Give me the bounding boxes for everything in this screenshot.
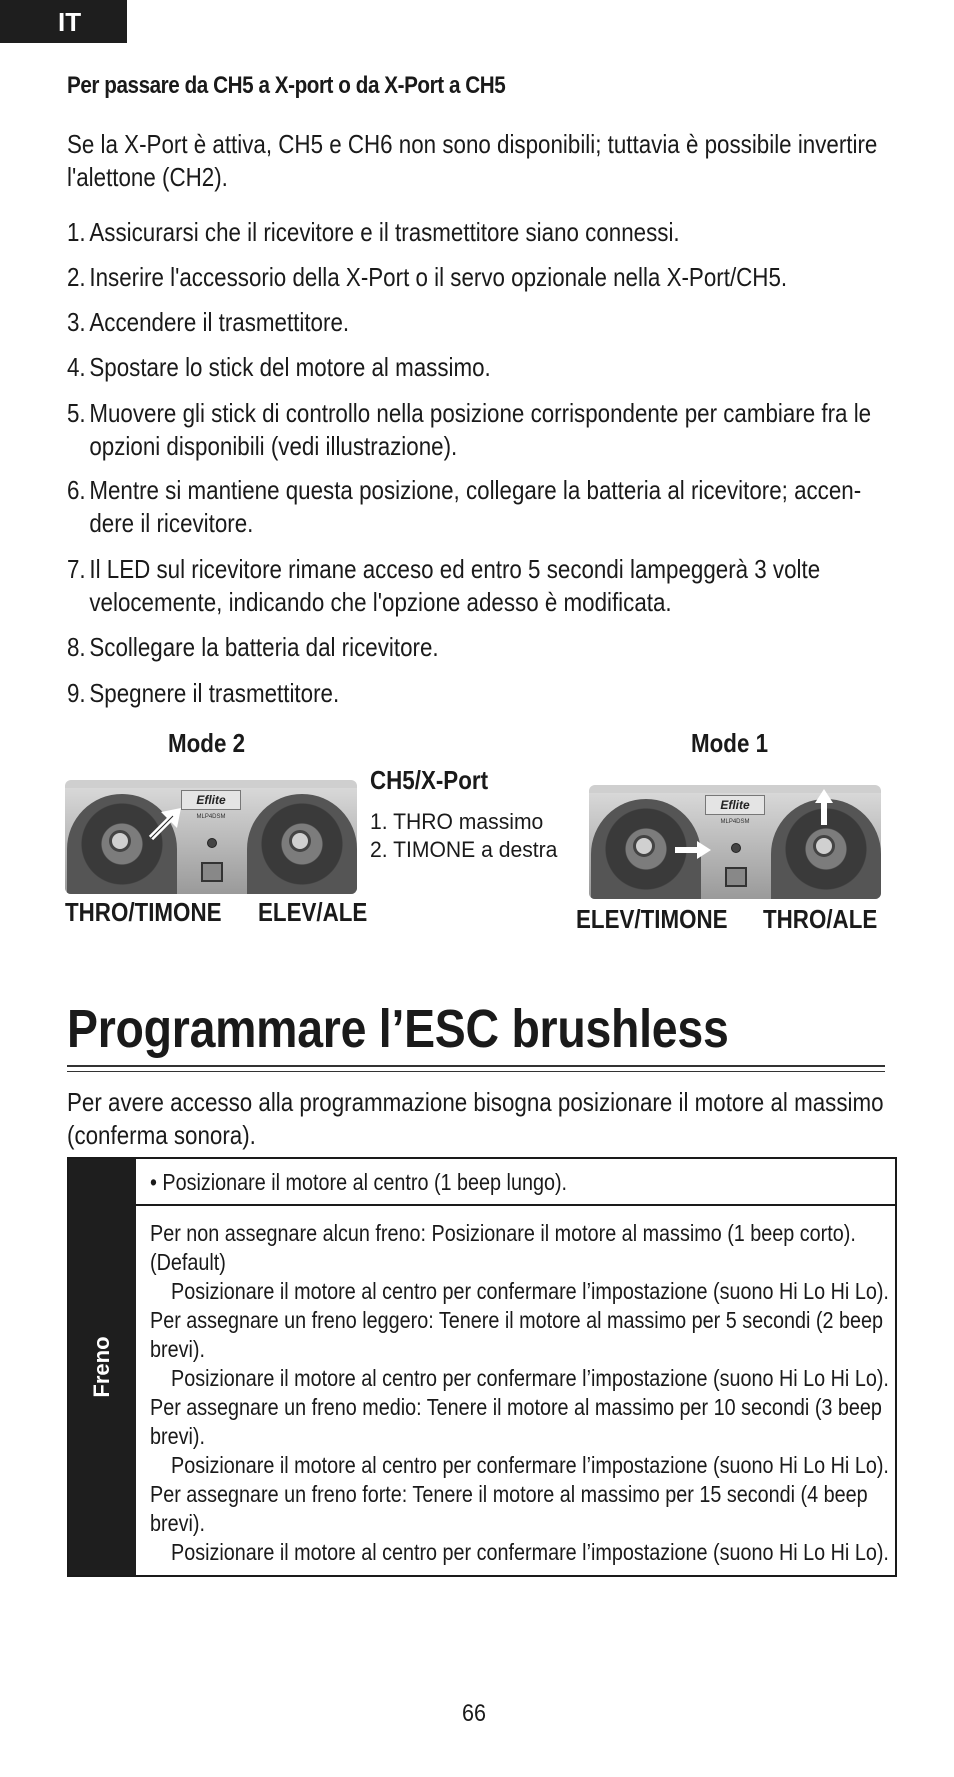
eflite-logo: Eflite [181,790,241,810]
step-number: 7. [67,554,86,584]
step-text: Accendere il trasmettitore. [89,307,350,337]
table-cell-text: Posizionare il motore al centro per confermare l’impostazione (suono Hi Lo Hi Lo). [171,1539,889,1565]
table-cell-text: Per assegnare un freno leggero: Tenere il motore al massimo per 5 secondi (2 beep [150,1307,884,1333]
step-number: 3. [67,307,86,337]
table-cell-text: Per assegnare un freno medio: Tenere il motore al massimo per 10 secondi (3 beep [150,1394,882,1420]
access-paragraph [67,1086,884,1152]
step-number: 9. [67,678,86,708]
step-number: 2. [67,262,86,292]
step-item [67,631,893,664]
step-number: 6. [67,475,86,505]
step-text: dere il ricevitore. [89,508,254,538]
access-line: Per avere accesso alla programmazione bisogna posizionare il motore al massimo [67,1087,884,1117]
table-cell-text: Posizionare il motore al centro per confermare l’impostazione (suono Hi Lo Hi Lo). [171,1278,889,1304]
step-text: Spostare lo stick del motore al massimo. [89,352,491,382]
table-cell-text: Per assegnare un freno forte: Tenere il motore al massimo per 15 secondi (4 beep [150,1481,868,1507]
table-cell-text: Per non assegnare alcun freno: Posizionare il motore al massimo (1 beep corto). [150,1220,856,1246]
arrow-up-right-icon [65,780,357,894]
ch5-step-1: 1. THRO massimo [370,809,544,834]
step-item [67,553,893,619]
step-item [67,474,893,540]
transmitter-mode1-image [589,785,881,899]
transmitter-mode2-image [65,780,357,894]
page-number: 66 [462,1700,487,1727]
step-text: Scollegare la batteria dal ricevitore. [89,632,439,662]
brake-label: Freno [89,1336,114,1398]
ch5-xport-title: CH5/X-Port [370,765,489,795]
mode1-right-caption: THRO/ALE [763,904,878,934]
arrow-icons [589,785,881,899]
title-rule [67,1071,885,1072]
mode1-label: Mode 1 [691,728,769,758]
model-plate: MLP4DSM [720,819,750,825]
table-side-bar [69,1159,136,1575]
step-text: velocemente, indicando che l'opzione adesso è modificata. [89,587,672,617]
step-item [67,306,893,339]
step-text: Mentre si mantiene questa posizione, collegare la batteria al ricevitore; accen- [89,475,862,505]
table-cell-text: Posizionare il motore al centro per confermare l’impostazione (suono Hi Lo Hi Lo). [171,1365,889,1391]
step-text: Muovere gli stick di controllo nella posizione corrispondente per cambiare fra le [89,398,872,428]
step-text: opzioni disponibili (vedi illustrazione). [89,431,458,461]
access-line: (conferma sonora). [67,1120,256,1150]
step-number: 1. [67,217,86,247]
step-item [67,216,893,249]
eflite-logo: Eflite [705,795,765,815]
step-item [67,351,893,384]
brake-table [67,1157,897,1577]
step-number: 8. [67,632,86,662]
table-row [136,1159,895,1206]
step-text: Assicurarsi che il ricevitore e il trasmettitore siano connessi. [89,217,680,247]
step-item [67,677,893,710]
table-row [136,1208,895,1575]
step-text: Spegnere il trasmettitore. [89,678,340,708]
mode2-left-caption: THRO/TIMONE [65,897,222,927]
esc-title: Programmare l’ESC brushless [67,999,729,1059]
step-item [67,397,893,463]
step-text: Il LED sul ricevitore rimane acceso ed entro 5 secondi lampeggerà 3 volte [89,554,821,584]
title-rule [67,1065,885,1067]
step-item [67,261,893,294]
step-text: Inserire l'accessorio della X-Port o il servo opzionale nella X-Port/CH5. [89,262,788,292]
table-cell-text: • Posizionare il motore al centro (1 beep lungo). [150,1169,568,1195]
table-cell-text: brevi). [150,1510,205,1536]
mode2-label: Mode 2 [168,728,246,758]
table-cell-text: brevi). [150,1336,205,1362]
step-number: 4. [67,352,86,382]
mode2-right-caption: ELEV/ALE [258,897,368,927]
mode1-left-caption: ELEV/TIMONE [576,904,728,934]
table-cell-text: brevi). [150,1423,205,1449]
ch5-step-2: 2. TIMONE a destra [370,837,558,862]
intro-line: l'alettone (CH2). [67,162,228,192]
language-tab: IT [0,0,127,43]
section-heading: Per passare da CH5 a X-port o da X-Port a CH5 [67,72,506,99]
table-cell-text: (Default) [150,1249,226,1275]
model-plate: MLP4DSM [196,814,226,820]
step-number: 5. [67,398,86,428]
intro-line: Se la X-Port è attiva, CH5 e CH6 non sono disponibili; tuttavia è possibile invertire [67,129,878,159]
intro-paragraph [67,128,884,194]
table-cell-text: Posizionare il motore al centro per confermare l’impostazione (suono Hi Lo Hi Lo). [171,1452,889,1478]
